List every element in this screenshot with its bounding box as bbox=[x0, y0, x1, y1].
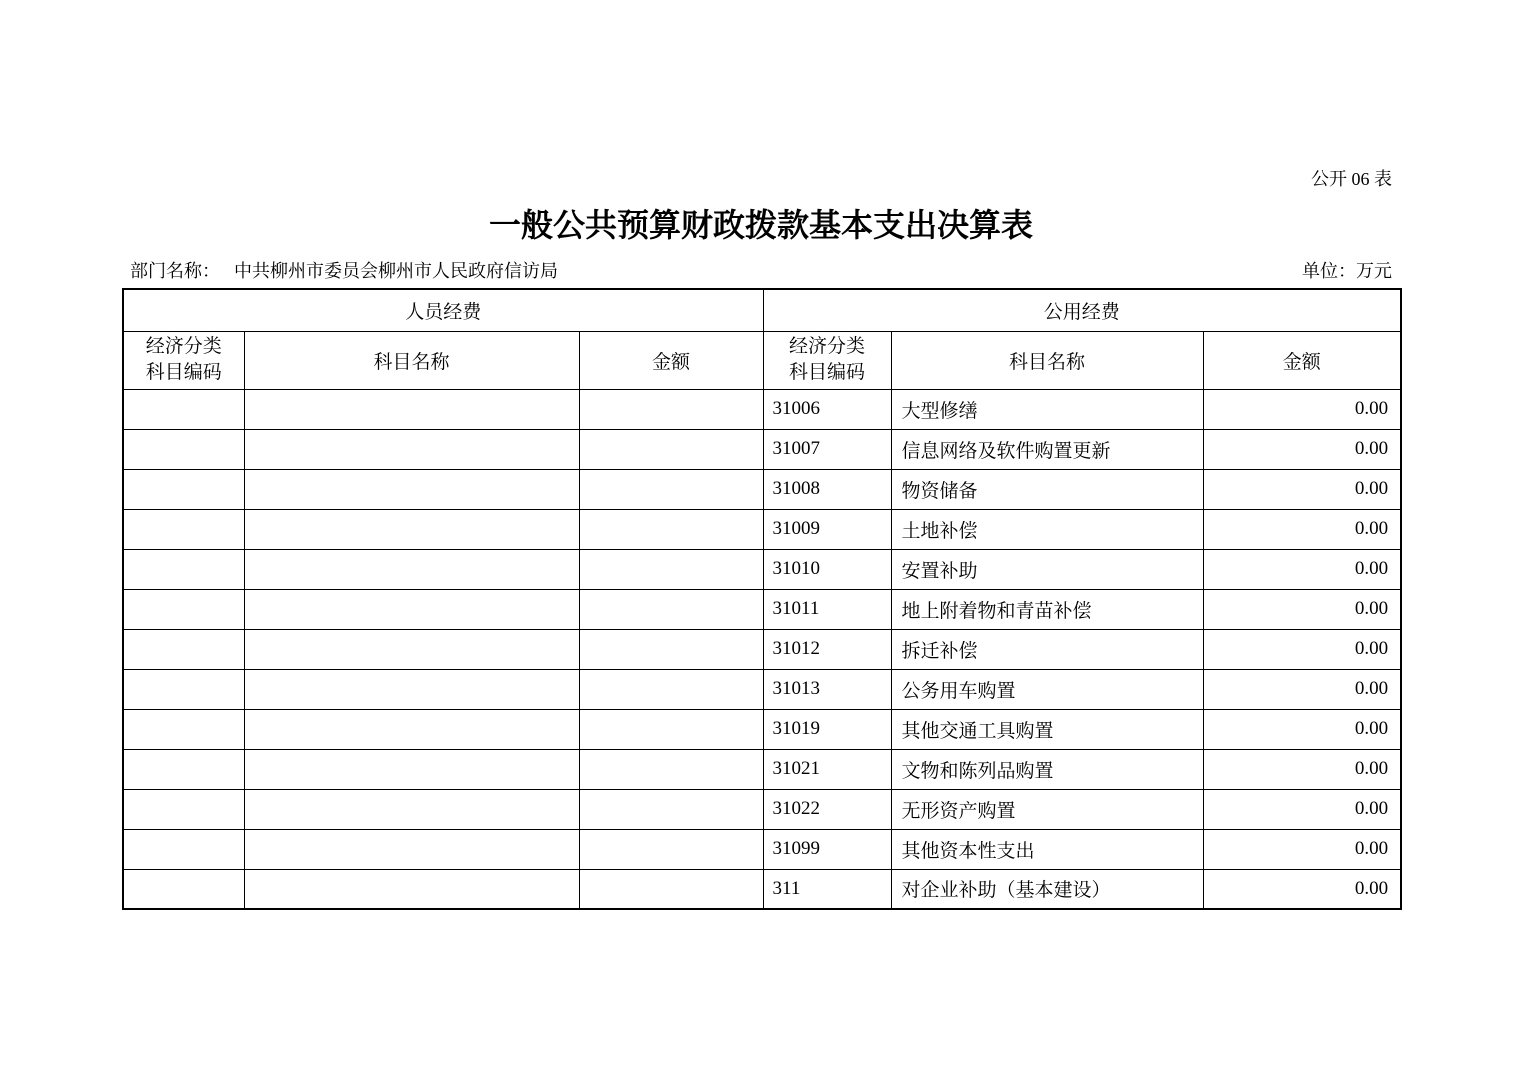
table-row bbox=[123, 509, 1401, 549]
public-code-cell: 31009 bbox=[763, 509, 891, 549]
public-amount-cell: 0.00 bbox=[1203, 589, 1401, 629]
personnel-code-cell bbox=[123, 589, 244, 629]
personnel-name-cell bbox=[244, 669, 579, 709]
personnel-amount-cell bbox=[579, 509, 763, 549]
personnel-name-cell bbox=[244, 709, 579, 749]
personnel-code-cell bbox=[123, 629, 244, 669]
personnel-code-cell bbox=[123, 869, 244, 909]
public-amount-cell: 0.00 bbox=[1203, 549, 1401, 589]
group-header-personnel: 人员经费 bbox=[123, 289, 763, 331]
public-name-cell: 信息网络及软件购置更新 bbox=[891, 429, 1203, 469]
public-code-cell: 31006 bbox=[763, 389, 891, 429]
department-line bbox=[130, 258, 558, 284]
personnel-name-cell bbox=[244, 589, 579, 629]
personnel-amount-cell bbox=[579, 669, 763, 709]
department-name-value: 中共柳州市委员会柳州市人民政府信访局 bbox=[234, 261, 558, 281]
public-amount-cell: 0.00 bbox=[1203, 629, 1401, 669]
personnel-code-cell bbox=[123, 389, 244, 429]
public-name-cell: 土地补偿 bbox=[891, 509, 1203, 549]
personnel-name-cell bbox=[244, 829, 579, 869]
public-name-cell: 拆迁补偿 bbox=[891, 629, 1203, 669]
public-name-cell: 其他资本性支出 bbox=[891, 829, 1203, 869]
table-row bbox=[123, 389, 1401, 429]
personnel-amount-cell bbox=[579, 829, 763, 869]
col-header-public-code bbox=[763, 331, 891, 389]
personnel-name-cell bbox=[244, 509, 579, 549]
personnel-amount-cell bbox=[579, 429, 763, 469]
public-code-cell: 311 bbox=[763, 869, 891, 909]
public-name-cell: 公务用车购置 bbox=[891, 669, 1203, 709]
column-header-row bbox=[123, 331, 1401, 389]
col-header-personnel-code bbox=[123, 331, 244, 389]
public-code-cell: 31011 bbox=[763, 589, 891, 629]
col-header-public-code-line1: 经济分类 bbox=[789, 336, 866, 357]
personnel-amount-cell bbox=[579, 469, 763, 509]
public-name-cell: 其他交通工具购置 bbox=[891, 709, 1203, 749]
personnel-amount-cell bbox=[579, 789, 763, 829]
public-code-cell: 31012 bbox=[763, 629, 891, 669]
table-row bbox=[123, 429, 1401, 469]
budget-table bbox=[122, 288, 1402, 910]
personnel-amount-cell bbox=[579, 549, 763, 589]
table-row bbox=[123, 589, 1401, 629]
form-number-label: 公开 06 表 bbox=[1311, 169, 1392, 189]
meta-row bbox=[130, 258, 1392, 284]
page-title: 一般公共预算财政拨款基本支出决算表 bbox=[488, 207, 1033, 243]
personnel-name-cell bbox=[244, 869, 579, 909]
personnel-code-cell bbox=[123, 829, 244, 869]
table-row bbox=[123, 469, 1401, 509]
col-header-public-amount: 金额 bbox=[1203, 331, 1401, 389]
personnel-name-cell bbox=[244, 549, 579, 589]
public-amount-cell: 0.00 bbox=[1203, 789, 1401, 829]
col-header-personnel-code-line2: 科目编码 bbox=[145, 362, 222, 383]
personnel-amount-cell bbox=[579, 749, 763, 789]
public-code-cell: 31013 bbox=[763, 669, 891, 709]
personnel-name-cell bbox=[244, 469, 579, 509]
personnel-name-cell bbox=[244, 429, 579, 469]
public-amount-cell: 0.00 bbox=[1203, 669, 1401, 709]
personnel-code-cell bbox=[123, 789, 244, 829]
col-header-personnel-amount: 金额 bbox=[579, 331, 763, 389]
table-row bbox=[123, 869, 1401, 909]
public-code-cell: 31007 bbox=[763, 429, 891, 469]
public-code-cell: 31008 bbox=[763, 469, 891, 509]
public-amount-cell: 0.00 bbox=[1203, 869, 1401, 909]
unit-label: 单位：万元 bbox=[1302, 261, 1392, 281]
public-name-cell: 无形资产购置 bbox=[891, 789, 1203, 829]
personnel-code-cell bbox=[123, 509, 244, 549]
group-header-public: 公用经费 bbox=[763, 289, 1401, 331]
personnel-code-cell bbox=[123, 709, 244, 749]
personnel-amount-cell bbox=[579, 589, 763, 629]
public-code-cell: 31022 bbox=[763, 789, 891, 829]
table-row bbox=[123, 829, 1401, 869]
public-amount-cell: 0.00 bbox=[1203, 469, 1401, 509]
public-code-cell: 31099 bbox=[763, 829, 891, 869]
col-header-personnel-code-line1: 经济分类 bbox=[145, 336, 222, 357]
public-amount-cell: 0.00 bbox=[1203, 829, 1401, 869]
table-row bbox=[123, 709, 1401, 749]
personnel-code-cell bbox=[123, 469, 244, 509]
col-header-personnel-name: 科目名称 bbox=[244, 331, 579, 389]
personnel-amount-cell bbox=[579, 709, 763, 749]
public-amount-cell: 0.00 bbox=[1203, 749, 1401, 789]
department-name-label: 部门名称： bbox=[130, 261, 220, 281]
public-name-cell: 大型修缮 bbox=[891, 389, 1203, 429]
public-name-cell: 对企业补助（基本建设） bbox=[891, 869, 1203, 909]
personnel-name-cell bbox=[244, 749, 579, 789]
public-amount-cell: 0.00 bbox=[1203, 389, 1401, 429]
table-row bbox=[123, 549, 1401, 589]
table-row bbox=[123, 749, 1401, 789]
personnel-name-cell bbox=[244, 389, 579, 429]
public-name-cell: 地上附着物和青苗补偿 bbox=[891, 589, 1203, 629]
personnel-amount-cell bbox=[579, 629, 763, 669]
public-code-cell: 31021 bbox=[763, 749, 891, 789]
table-row bbox=[123, 789, 1401, 829]
public-amount-cell: 0.00 bbox=[1203, 429, 1401, 469]
personnel-code-cell bbox=[123, 429, 244, 469]
personnel-amount-cell bbox=[579, 869, 763, 909]
col-header-public-name: 科目名称 bbox=[891, 331, 1203, 389]
personnel-amount-cell bbox=[579, 389, 763, 429]
table-row bbox=[123, 669, 1401, 709]
public-code-cell: 31010 bbox=[763, 549, 891, 589]
personnel-code-cell bbox=[123, 749, 244, 789]
public-amount-cell: 0.00 bbox=[1203, 709, 1401, 749]
public-amount-cell: 0.00 bbox=[1203, 509, 1401, 549]
personnel-name-cell bbox=[244, 629, 579, 669]
public-name-cell: 安置补助 bbox=[891, 549, 1203, 589]
public-name-cell: 文物和陈列品购置 bbox=[891, 749, 1203, 789]
personnel-code-cell bbox=[123, 669, 244, 709]
col-header-public-code-line2: 科目编码 bbox=[789, 362, 866, 383]
personnel-name-cell bbox=[244, 789, 579, 829]
public-code-cell: 31019 bbox=[763, 709, 891, 749]
personnel-code-cell bbox=[123, 549, 244, 589]
public-name-cell: 物资储备 bbox=[891, 469, 1203, 509]
group-header-row bbox=[123, 289, 1401, 331]
table-row bbox=[123, 629, 1401, 669]
